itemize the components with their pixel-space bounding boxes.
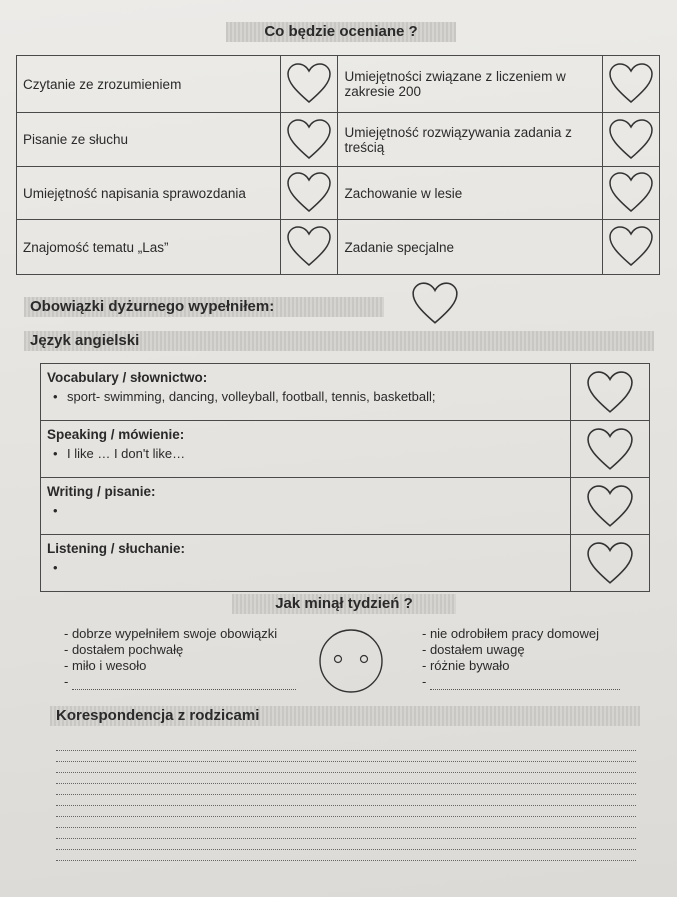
english-section-item	[47, 560, 564, 575]
assessment-cell-left: Pisanie ze słuchu	[17, 113, 281, 167]
assessment-cell-right: Zachowanie w lesie	[338, 167, 602, 220]
english-section-title: Speaking / mówienie:	[47, 427, 185, 442]
duty-banner	[24, 297, 384, 317]
english-title: Język angielski	[30, 332, 140, 349]
heart-icon[interactable]	[571, 421, 650, 478]
writing-line[interactable]	[56, 751, 636, 762]
english-section	[41, 364, 571, 421]
english-row	[41, 535, 650, 592]
heart-icon[interactable]	[571, 535, 650, 592]
english-section-title: Listening / słuchanie:	[47, 541, 186, 556]
assessment-row	[17, 220, 660, 275]
assessment-table	[16, 55, 660, 275]
writing-line[interactable]	[56, 828, 636, 839]
week-negative-blank[interactable]: -	[422, 674, 620, 690]
assessment-cell-left: Znajomość tematu „Las”	[17, 220, 281, 275]
english-section-item	[47, 503, 564, 518]
week-negative-item: - dostałem uwagę	[422, 642, 525, 657]
correspondence-title: Korespondencja z rodzicami	[56, 707, 260, 724]
assessment-cell-left: Czytanie ze zrozumieniem	[17, 56, 281, 113]
english-section-title: Vocabulary / słownictwo:	[47, 370, 208, 385]
week-positive-item: - dostałem pochwałę	[64, 642, 184, 657]
assessment-title-banner	[226, 22, 456, 42]
heart-icon[interactable]	[602, 56, 659, 113]
english-table	[40, 363, 650, 592]
week-title: Jak minął tydzień ?	[275, 595, 413, 612]
english-section	[41, 535, 571, 592]
english-section-title: Writing / pisanie:	[47, 484, 156, 499]
english-row	[41, 478, 650, 535]
heart-icon[interactable]	[281, 220, 338, 275]
writing-line[interactable]	[56, 806, 636, 817]
writing-line[interactable]	[56, 740, 636, 751]
writing-line[interactable]	[56, 839, 636, 850]
heart-icon[interactable]	[281, 113, 338, 167]
writing-line[interactable]	[56, 773, 636, 784]
week-positive-list	[64, 626, 296, 690]
week-title-banner	[232, 594, 456, 614]
writing-line[interactable]	[56, 817, 636, 828]
assessment-title: Co będzie oceniane ?	[264, 23, 418, 40]
english-section	[41, 478, 571, 535]
week-negative-item: - różnie bywało	[422, 658, 510, 673]
assessment-cell-right: Zadanie specjalne	[338, 220, 602, 275]
heart-icon[interactable]	[281, 56, 338, 113]
assessment-cell-left: Umiejętność napisania sprawozdania	[17, 167, 281, 220]
english-section-item: • sport- swimming, dancing, volleyball, football, tennis, basketball;	[47, 389, 564, 404]
heart-icon[interactable]	[281, 167, 338, 220]
assessment-row	[17, 56, 660, 113]
english-row	[41, 364, 650, 421]
heart-icon[interactable]	[571, 364, 650, 421]
english-row	[41, 421, 650, 478]
heart-icon[interactable]	[571, 478, 650, 535]
assessment-cell-right: Umiejętność rozwiązywania zadania z treścią	[338, 113, 602, 167]
english-banner	[24, 331, 654, 351]
week-positive-item: - dobrze wypełniłem swoje obowiązki	[64, 626, 278, 641]
smiley-face-icon[interactable]	[318, 628, 384, 694]
heart-icon[interactable]	[410, 280, 460, 328]
writing-line[interactable]	[56, 762, 636, 773]
heart-icon[interactable]	[602, 113, 659, 167]
heart-icon[interactable]	[602, 220, 659, 275]
english-section	[41, 421, 571, 478]
writing-line[interactable]	[56, 850, 636, 861]
assessment-row	[17, 167, 660, 220]
correspondence-banner	[50, 706, 640, 726]
assessment-row	[17, 113, 660, 167]
heart-icon[interactable]	[602, 167, 659, 220]
writing-line[interactable]	[56, 795, 636, 806]
writing-line[interactable]	[56, 784, 636, 795]
week-positive-blank[interactable]: -	[64, 674, 296, 690]
assessment-cell-right: Umiejętności związane z liczeniem w zakresie 200	[338, 56, 602, 113]
duty-label: Obowiązki dyżurnego wypełniłem:	[30, 298, 275, 315]
english-section-item: • I like … I don't like…	[47, 446, 564, 461]
week-positive-item: - miło i wesoło	[64, 658, 147, 673]
week-negative-list	[422, 626, 620, 690]
week-negative-item: - nie odrobiłem pracy domowej	[422, 626, 600, 641]
correspondence-lines[interactable]	[56, 740, 636, 861]
